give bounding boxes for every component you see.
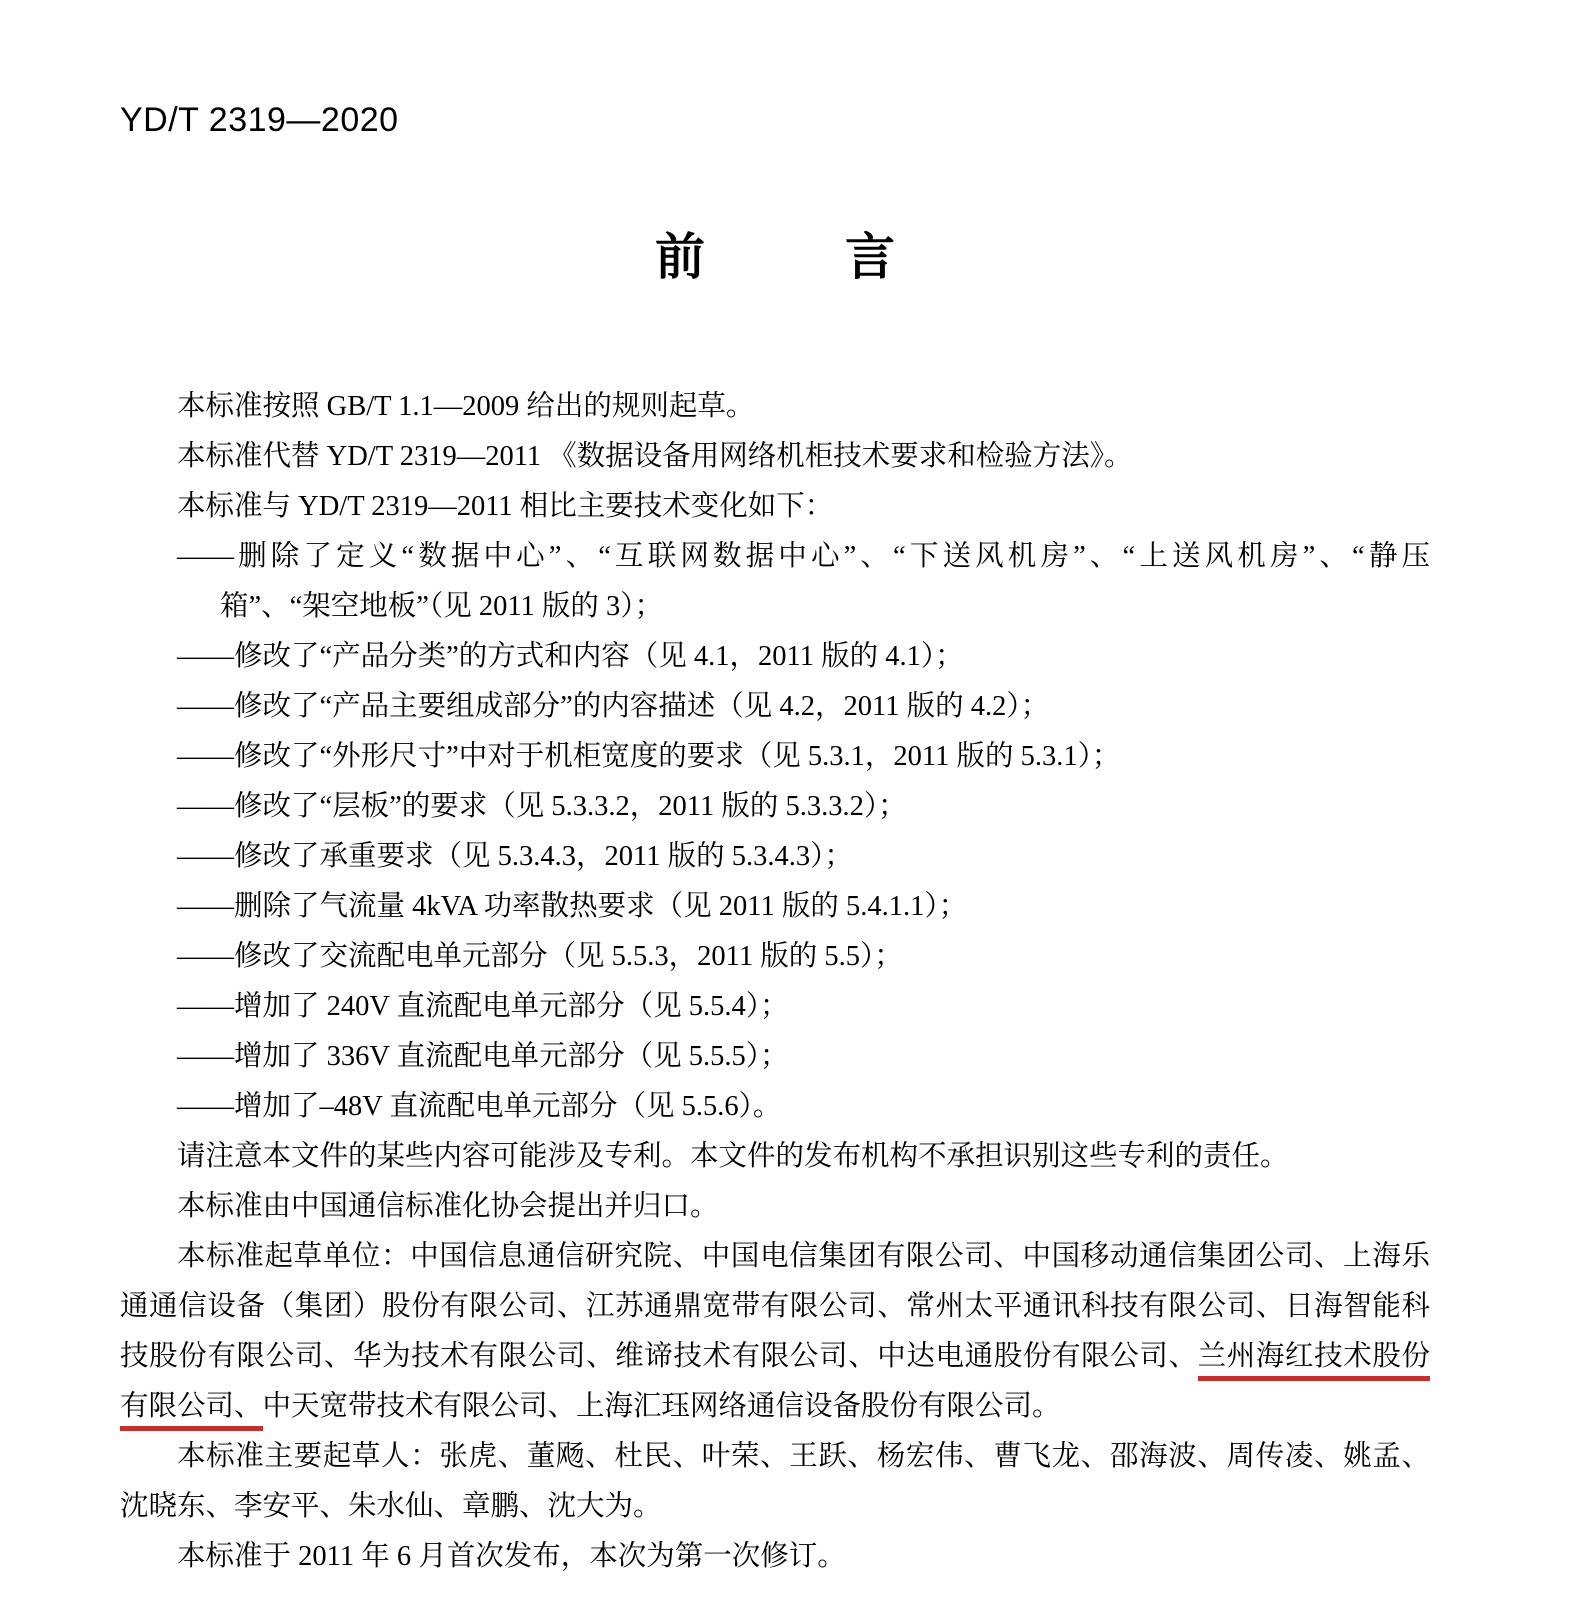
text-line: [120, 1432, 1430, 1482]
text-line: [120, 732, 1430, 782]
text-segment: ——增加了 240V 直流配电单元部分（见 5.5.4）；: [177, 991, 789, 1022]
text-line: [120, 932, 1430, 982]
text-segment: ——修改了交流配电单元部分（见 5.5.3，2011 版的 5.5）；: [177, 941, 903, 972]
text-line: [120, 782, 1430, 832]
red-underline-annotation: 有限公司、: [120, 1391, 263, 1431]
text-segment: ——修改了“产品分类”的方式和内容（见 4.1，2011 版的 4.1）；: [177, 641, 964, 672]
text-line: [120, 1382, 1430, 1432]
text-line: [120, 1182, 1430, 1232]
text-segment: 沈晓东、李安平、朱水仙、章鹏、沈大为。: [120, 1491, 662, 1522]
text-line: [120, 1282, 1430, 1332]
text-line: [120, 1032, 1430, 1082]
text-line: [120, 1332, 1430, 1382]
text-line: [120, 1232, 1430, 1282]
text-segment: ——删除了定义“数据中心”、“互联网数据中心”、“下送风机房”、“上送风机房”、“静压: [177, 541, 1430, 572]
text-segment: ——修改了承重要求（见 5.3.4.3，2011 版的 5.3.4.3）；: [177, 841, 853, 872]
text-line: [120, 982, 1430, 1032]
page-title-char-left: 前: [655, 229, 705, 285]
text-segment: 通通信设备（集团）股份有限公司、江苏通鼎宽带有限公司、常州太平通讯科技有限公司、日海智能科: [120, 1291, 1430, 1322]
page-title: [120, 228, 1430, 286]
text-segment: 本标准与 YD/T 2319—2011 相比主要技术变化如下：: [177, 491, 834, 522]
text-line: [120, 1532, 1430, 1582]
text-line: [120, 632, 1430, 682]
text-segment: 本标准于 2011 年 6 月首次发布，本次为第一次修订。: [177, 1541, 846, 1572]
text-line: [120, 482, 1430, 532]
text-segment: 本标准起草单位：中国信息通信研究院、中国电信集团有限公司、中国移动通信集团公司、上海乐: [177, 1241, 1430, 1272]
text-segment: 箱”、“架空地板”（见 2011 版的 3）；: [220, 591, 664, 622]
text-line: [120, 1482, 1430, 1532]
text-line: [120, 382, 1430, 432]
page-title-char-right: 言: [845, 229, 895, 285]
text-segment: 本标准按照 GB/T 1.1—2009 给出的规则起草。: [177, 391, 755, 422]
text-segment: ——修改了“产品主要组成部分”的内容描述（见 4.2，2011 版的 4.2）；: [177, 691, 1050, 722]
text-line: [120, 582, 1430, 632]
document-code: YD/T 2319—2020: [120, 101, 399, 139]
text-line: [120, 1132, 1430, 1182]
text-line: [120, 682, 1430, 732]
text-segment: 本标准代替 YD/T 2319—2011 《数据设备用网络机柜技术要求和检验方法》。: [177, 441, 1133, 472]
text-line: [120, 882, 1430, 932]
red-underline-annotation: 兰州海红技术股份: [1198, 1341, 1430, 1381]
text-segment: 技股份有限公司、华为技术有限公司、维谛技术有限公司、中达电通股份有限公司、: [120, 1341, 1198, 1372]
text-segment: ——修改了“外形尺寸”中对于机柜宽度的要求（见 5.3.1，2011 版的 5.3.1）；: [177, 741, 1121, 772]
foreword-body: [120, 382, 1430, 1582]
text-segment: ——删除了气流量 4kVA 功率散热要求（见 2011 版的 5.4.1.1）；: [177, 891, 968, 922]
text-segment: 中天宽带技术有限公司、上海汇珏网络通信设备股份有限公司。: [262, 1391, 1061, 1422]
text-line: [120, 1082, 1430, 1132]
text-line: [120, 832, 1430, 882]
text-segment: 请注意本文件的某些内容可能涉及专利。本文件的发布机构不承担识别这些专利的责任。: [177, 1141, 1289, 1172]
text-segment: ——修改了“层板”的要求（见 5.3.3.2，2011 版的 5.3.3.2）；: [177, 791, 907, 822]
text-segment: 本标准由中国通信标准化协会提出并归口。: [177, 1191, 719, 1222]
text-segment: ——增加了–48V 直流配电单元部分（见 5.5.6）。: [177, 1091, 782, 1122]
text-segment: 本标准主要起草人：张虎、董飏、杜民、叶荣、王跃、杨宏伟、曹飞龙、邵海波、周传凌、姚孟、: [177, 1441, 1430, 1472]
text-line: [120, 532, 1430, 582]
text-line: [120, 432, 1430, 482]
text-segment: ——增加了 336V 直流配电单元部分（见 5.5.5）；: [177, 1041, 789, 1072]
